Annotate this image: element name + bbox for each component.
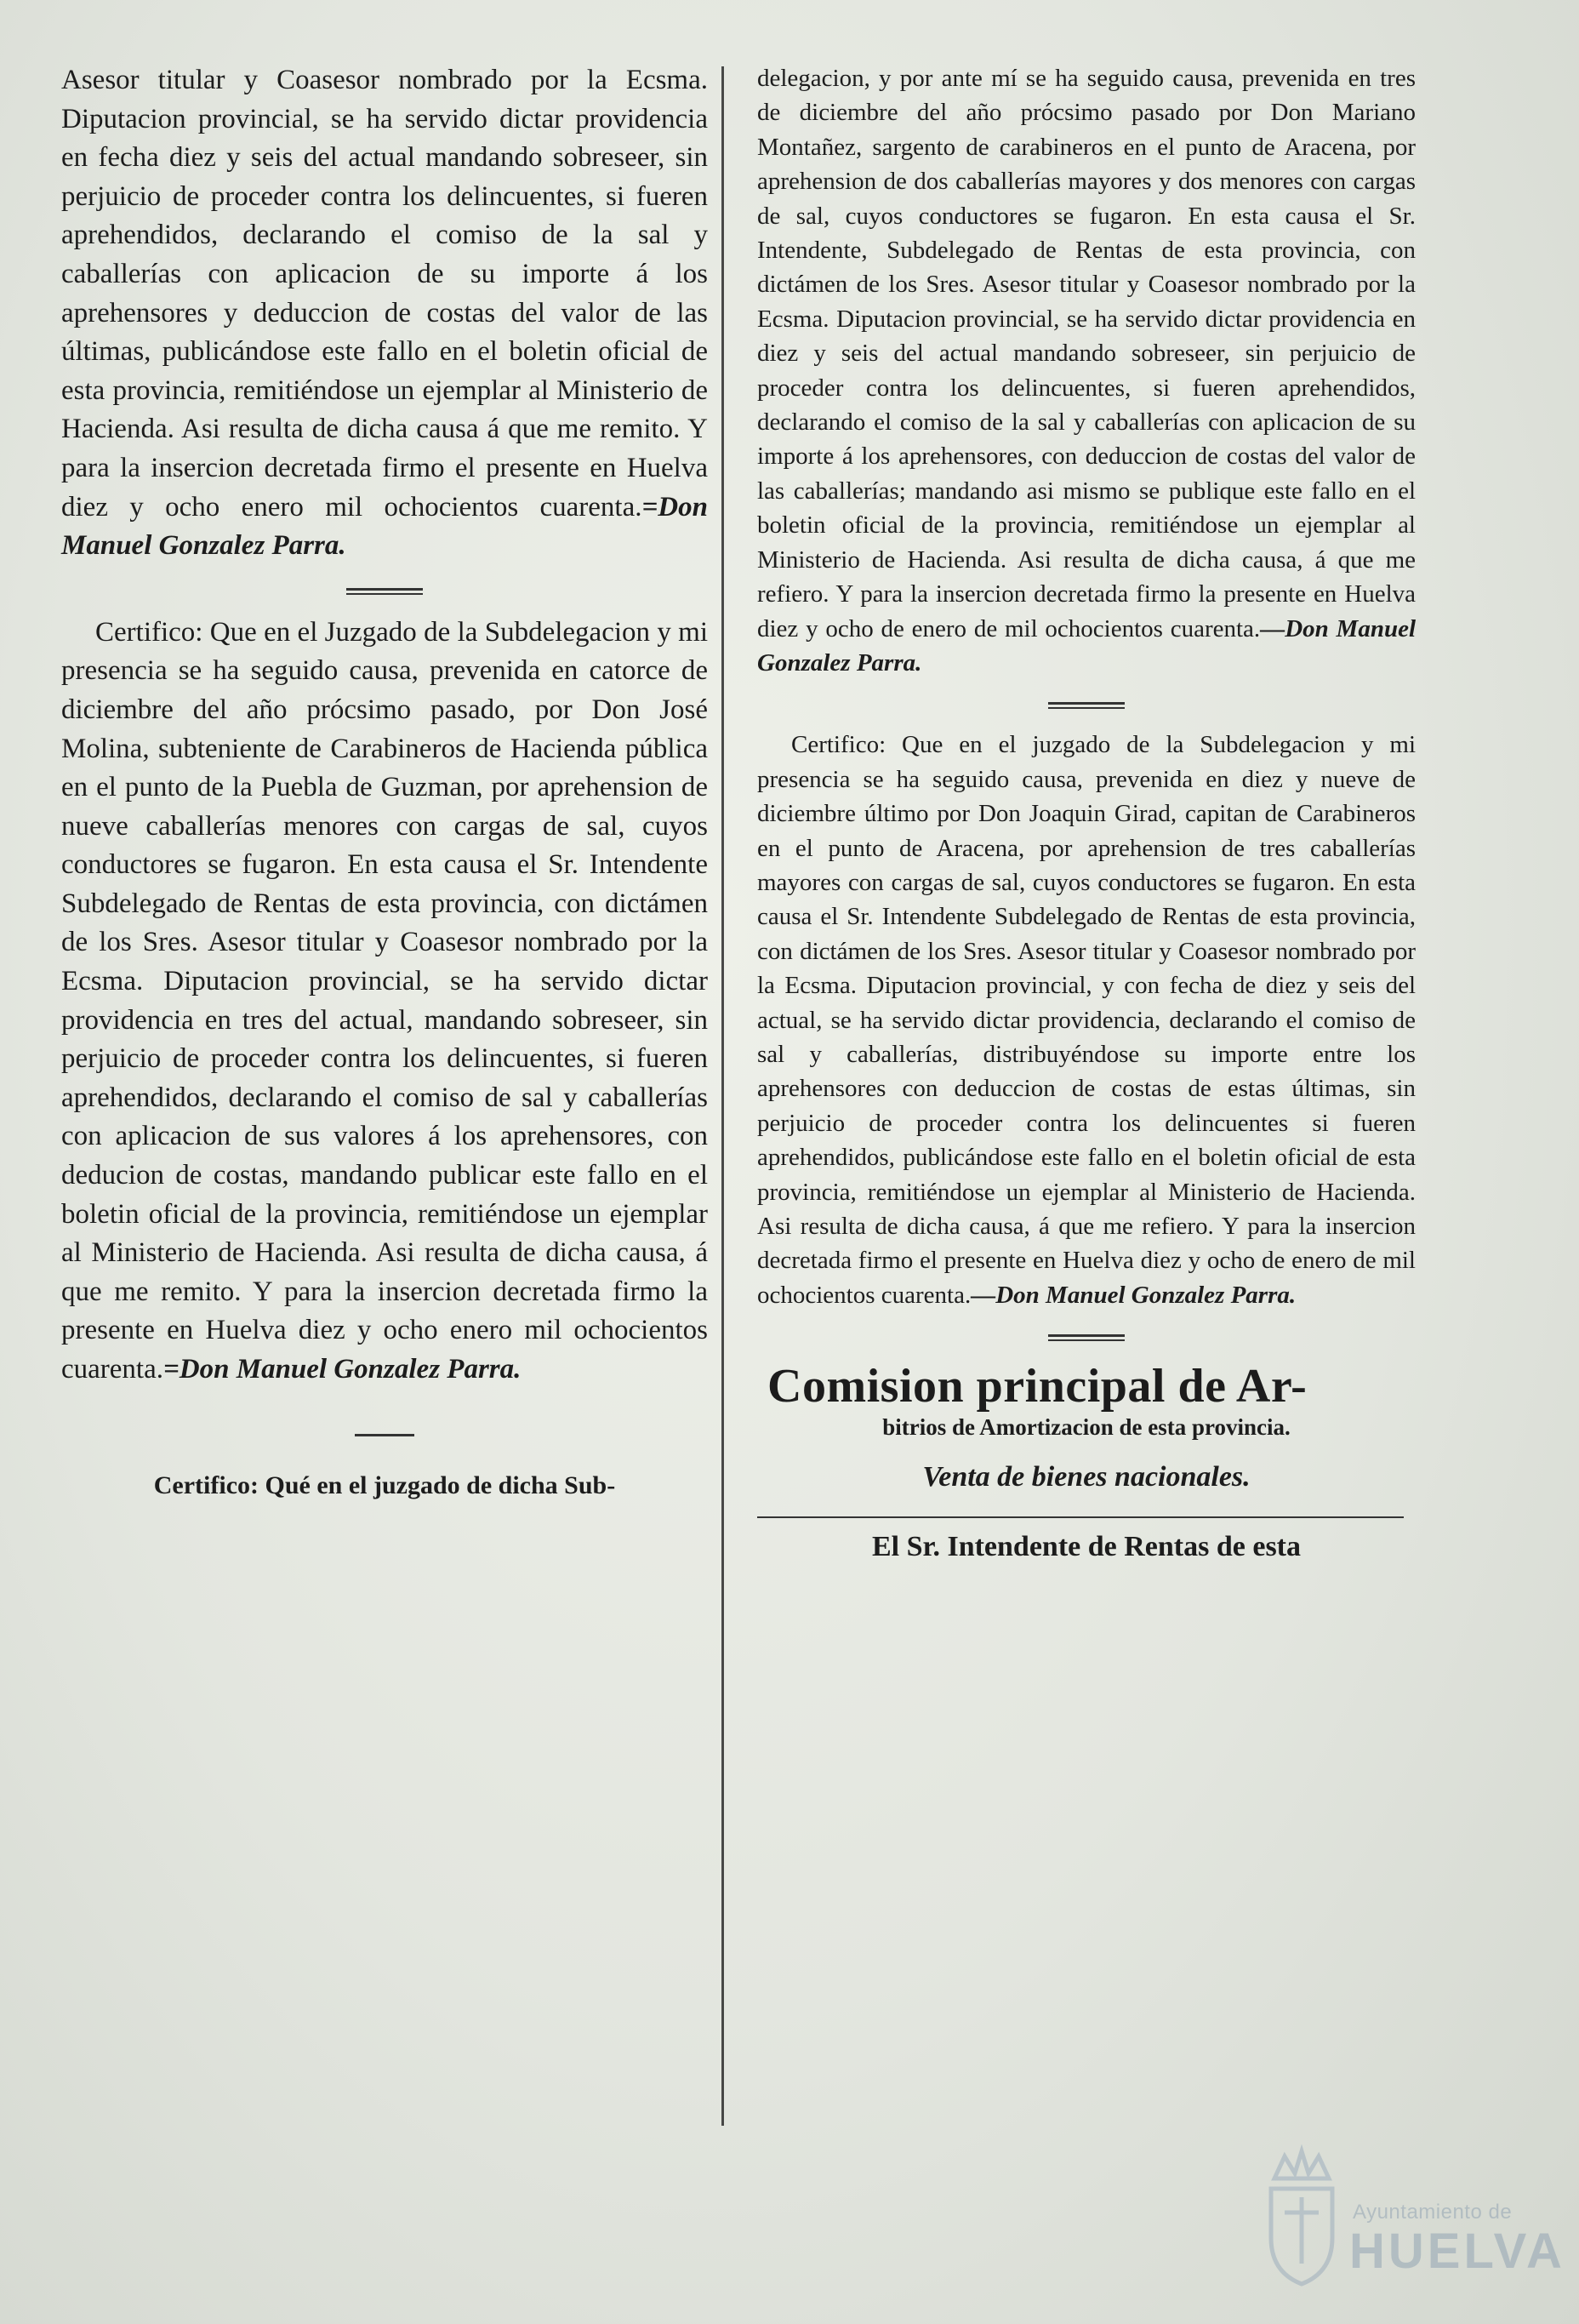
separator-rule: [355, 1434, 414, 1436]
right-column: [757, 61, 1416, 1564]
paragraph-text: Certifico: Que en el juzgado de la Subdelegacion y mi presencia se ha seguido causa, prevenida en diez y nueve de diciembre último por Don Joaquin Girad, capitan de Carabineros en el punto de Aracena, por aprehension de tres caballerías mayores con cargas de sal, cuyos conductores se fugaron. En esta causa el Sr. Intendente Subdelegado de Rentas de esta provincia, con dictámen de los Sres. Asesor titular y Coasesor nombrado por la Ecsma. Diputacion provincial, y con fecha de diez y seis del actual, se ha servido dictar providencia, declarando el comiso de sal y caballerías, distribuyéndose su importe entre los aprehensores con deduccion de costas de estas últimas, sin perjuicio de proceder contra los delincuentes si fueren aprehendidos, publicándose este fallo en el boletin oficial de esta provincia, remitiéndose un ejemplar al Ministerio de Hacienda. Asi resulta de dicha causa, á que me refiero. Y para la insercion decretada firmo el presente en Huelva diez y ocho de enero de mil ochocientos cuarenta.: [757, 731, 1416, 1309]
paragraph-text: delegacion, y por ante mí se ha seguido causa, prevenida en tres de diciembre del año prócsimo pasado por Don Mariano Montañez, sargento de carabineros en el punto de Aracena, por aprehension de dos caballerías mayores y dos menores con cargas de sal, cuyos conductores se fugaron. En esta causa el Sr. Intendente, Subdelegado de Rentas de esta provincia, con dictámen de los Sres. Asesor titular y Coasesor nombrado por la Ecsma. Diputacion provincial, se ha servido dictar providencia en diez y seis del actual mandando sobreseer, sin perjuicio de proceder contra los delincuentes, si fueren aprehendidos, declarando el comiso de la sal y caballerías con aplicacion de su importe á los aprehensores, con deduccion de costas del valor de las caballerías; mandando asi mismo se publique este fallo en el boletin oficial de la provincia, remitiéndose un ejemplar al Ministerio de Hacienda. Asi resulta de dicha causa, á que me refiero. Y para la insercion decretada firmo la presente en Huelva diez y ocho de enero de mil ochocientos cuarenta.: [757, 65, 1416, 642]
separator-rule: [346, 588, 423, 595]
continuation-line: El Sr. Intendente de Rentas de esta: [871, 1531, 1302, 1563]
paragraph-text: Certifico: Que en el Juzgado de la Subdelegacion y mi presencia se ha seguido causa, prevenida en catorce de diciembre del año prócsimo pasado, por Don José Molina, subteniente de Carabineros de Hacienda pública en el punto de la Puebla de Guzman, por aprehension de nueve caballerías menores con cargas de sal, cuyos conductores se fugaron. En esta causa el Sr. Intendente Subdelegado de Rentas de esta provincia, con dictámen de los Sres. Asesor titular y Coasesor nombrado por la Ecsma. Diputacion provincial, se ha servido dictar providencia en tres del actual, mandando sobreseer, sin perjuicio de proceder contra los delincuentes, si fueren aprehendidos, declarando el comiso de sal y caballerías con aplicacion de sus valores á los aprehensores, con deducion de costas, mandando publicar este fallo en el boletin oficial de la provincia, remitiéndose un ejemplar al Ministerio de Hacienda. Asi resulta de dicha causa, á que me remito. Y para la insercion decretada firmo la presente en Huelva diez y ocho enero mil ochocientos cuarenta.: [61, 616, 708, 1385]
article-paragraph: [61, 614, 708, 1390]
continuation-line: Certifico: Qué en el juzgado de dicha Sub-: [153, 1470, 616, 1499]
article-paragraph: [757, 61, 1416, 680]
horizontal-rule: [757, 1516, 1404, 1518]
signature: —Don Manuel Gonzalez Parra.: [971, 1281, 1297, 1309]
signature: =Don Manuel Gonzalez Parra.: [163, 1354, 522, 1385]
separator-rule: [1048, 702, 1125, 709]
article-paragraph: [61, 61, 708, 566]
column-divider: [721, 66, 724, 2126]
watermark-logo: [1259, 2144, 1565, 2298]
section-subheading: bitrios de Amortizacion de esta provincia.: [882, 1414, 1291, 1441]
crown-shield-icon: [1259, 2144, 1344, 2289]
watermark-big-text: HUELVA: [1349, 2224, 1565, 2279]
signature: —Don Manuel Gonzalez Parra.: [757, 614, 1417, 677]
article-paragraph: [757, 728, 1416, 1312]
left-column: [61, 61, 708, 1503]
paragraph-text: Asesor titular y Coasesor nombrado por la Ecsma. Diputacion provincial, se ha servido dictar providencia en fecha diez y seis del actual mandando sobreseer, sin perjuicio de proceder contra los delincuentes, si fueren aprehendidos, declarando el comiso de la sal y caballerías con aplicacion de su importe á los aprehensores y deduccion de costas del valor de las últimas, publicándose este fallo en el boletin oficial de esta provincia, remitiéndose un ejemplar al Ministerio de Hacienda. Asi resulta de dicha causa á que me remito. Y para la insercion decretada firmo el presente en Huelva diez y ocho enero mil ochocientos cuarenta.: [61, 65, 708, 522]
watermark-small-text: Ayuntamiento de: [1353, 2201, 1513, 2224]
section-heading: Comision principal de Ar-: [767, 1360, 1308, 1413]
separator-rule: [1048, 1334, 1125, 1341]
section-title: Venta de bienes nacionales.: [922, 1461, 1251, 1493]
signature: =Don Manuel Gonzalez Parra.: [61, 491, 708, 562]
